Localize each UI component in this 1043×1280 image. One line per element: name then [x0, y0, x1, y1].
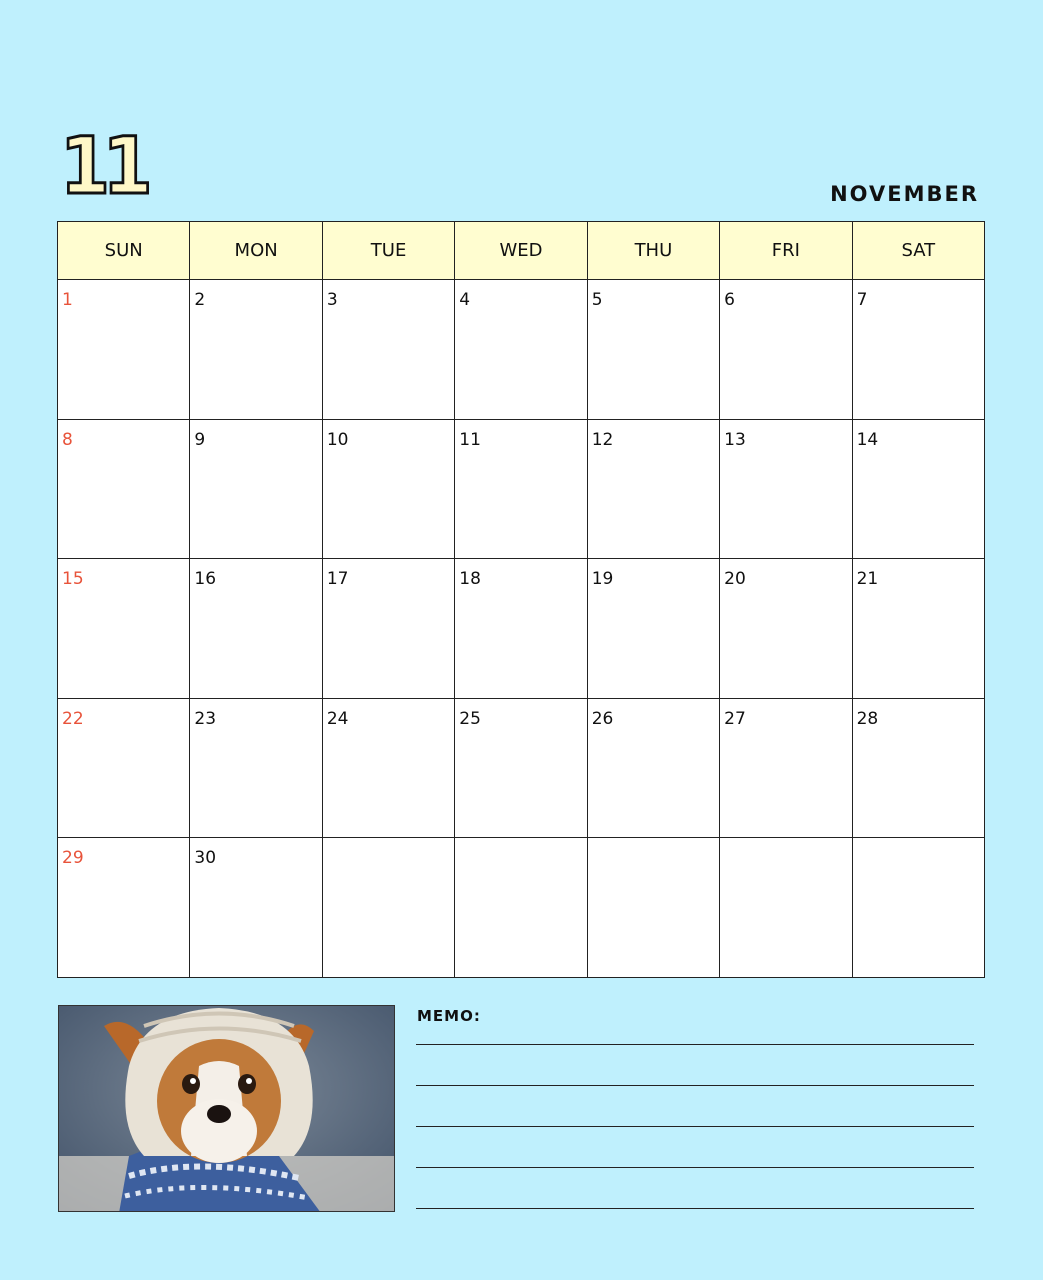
weekday-header-sat: SAT	[853, 222, 985, 280]
date-number: 27	[724, 708, 746, 729]
date-cell-3[interactable]	[323, 280, 455, 420]
weekday-header-wed: WED	[455, 222, 587, 280]
date-cell-9[interactable]	[190, 420, 322, 560]
date-cell-30[interactable]	[190, 838, 322, 978]
date-number: 3	[326, 290, 338, 310]
date-cell-19[interactable]	[588, 559, 720, 699]
date-number: 7	[856, 290, 868, 310]
date-cell-25[interactable]	[455, 699, 587, 839]
date-number: 14	[856, 429, 879, 450]
date-number: 6	[724, 290, 735, 310]
date-cell-2[interactable]	[190, 280, 322, 420]
date-cell-14[interactable]	[853, 420, 985, 560]
empty-cell	[720, 838, 852, 978]
memo-line[interactable]	[416, 1208, 974, 1209]
date-number: 29	[62, 848, 84, 869]
date-cell-13[interactable]	[720, 420, 852, 560]
date-cell-24[interactable]	[323, 699, 455, 839]
weekday-header-tue: TUE	[323, 222, 455, 280]
date-number: 10	[326, 429, 349, 450]
date-number: 30	[194, 848, 217, 869]
date-number: 22	[62, 708, 84, 729]
empty-cell	[323, 838, 455, 978]
date-number: 1	[62, 290, 73, 310]
date-number: 20	[724, 569, 746, 590]
date-cell-21[interactable]	[853, 559, 985, 699]
date-cell-1[interactable]	[58, 280, 190, 420]
weekday-header-sun: SUN	[58, 222, 190, 280]
memo-line[interactable]	[416, 1085, 974, 1086]
date-number: 5	[591, 290, 603, 310]
date-cell-4[interactable]	[455, 280, 587, 420]
dog-photo	[58, 1005, 395, 1212]
date-cell-23[interactable]	[190, 699, 322, 839]
memo-line[interactable]	[416, 1126, 974, 1127]
calendar-grid	[57, 221, 985, 978]
date-cell-18[interactable]	[455, 559, 587, 699]
date-number: 12	[591, 429, 614, 450]
date-number: 11	[459, 429, 481, 450]
date-cell-6[interactable]	[720, 280, 852, 420]
weekday-header-thu: THU	[588, 222, 720, 280]
date-number: 23	[194, 708, 217, 729]
empty-cell	[588, 838, 720, 978]
empty-cell	[853, 838, 985, 978]
month-name: NOVEMBER	[830, 182, 979, 206]
date-cell-15[interactable]	[58, 559, 190, 699]
date-number: 24	[326, 708, 349, 729]
date-cell-17[interactable]	[323, 559, 455, 699]
date-number: 26	[591, 708, 614, 729]
date-number: 21	[856, 569, 879, 590]
date-cell-26[interactable]	[588, 699, 720, 839]
memo-label: MEMO:	[417, 1007, 481, 1025]
date-number: 19	[591, 569, 614, 590]
date-number: 8	[62, 429, 73, 450]
date-cell-10[interactable]	[323, 420, 455, 560]
date-cell-11[interactable]	[455, 420, 587, 560]
date-number: 9	[194, 429, 206, 450]
date-number: 16	[194, 569, 217, 590]
date-cell-28[interactable]	[853, 699, 985, 839]
weekday-header-mon: MON	[190, 222, 322, 280]
date-number: 18	[459, 569, 481, 590]
date-cell-8[interactable]	[58, 420, 190, 560]
date-number: 2	[194, 290, 206, 310]
date-cell-7[interactable]	[853, 280, 985, 420]
date-number: 17	[326, 569, 349, 590]
date-number: 25	[459, 708, 481, 729]
weekday-header-fri: FRI	[720, 222, 852, 280]
month-number: 11	[60, 122, 146, 212]
date-cell-12[interactable]	[588, 420, 720, 560]
date-cell-16[interactable]	[190, 559, 322, 699]
memo-line[interactable]	[416, 1044, 974, 1045]
date-cell-20[interactable]	[720, 559, 852, 699]
date-number: 15	[62, 569, 84, 590]
date-cell-22[interactable]	[58, 699, 190, 839]
empty-cell	[455, 838, 587, 978]
date-cell-5[interactable]	[588, 280, 720, 420]
date-cell-27[interactable]	[720, 699, 852, 839]
date-cell-29[interactable]	[58, 838, 190, 978]
date-number: 4	[459, 290, 471, 310]
date-number: 28	[856, 708, 879, 729]
memo-line[interactable]	[416, 1167, 974, 1168]
date-number: 13	[724, 429, 746, 450]
